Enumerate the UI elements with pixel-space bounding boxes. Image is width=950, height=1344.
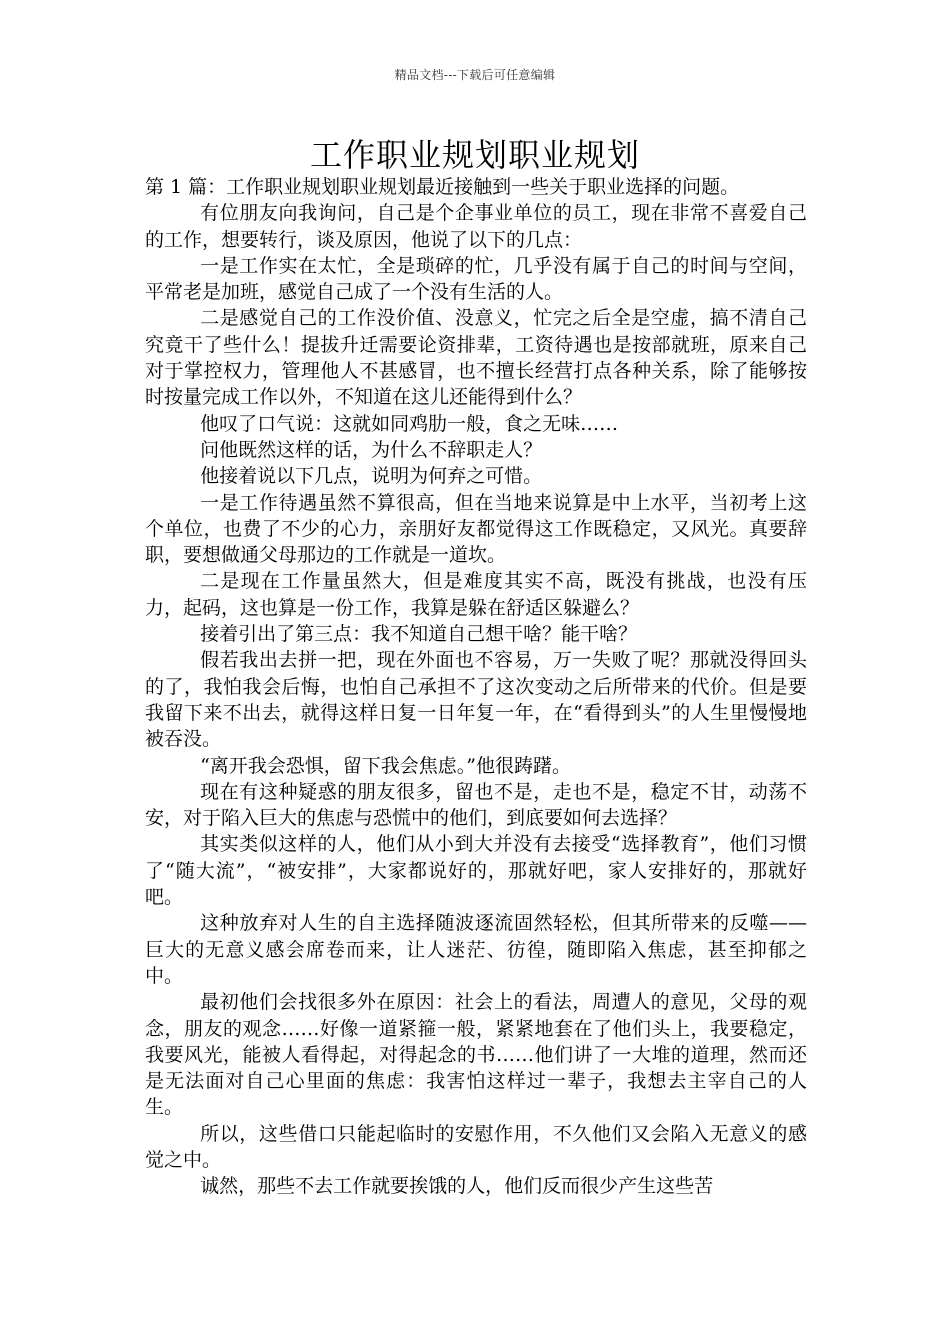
document-title: 工作职业规划职业规划 — [309, 136, 640, 174]
paragraph: 接着引出了第三点：我不知道自己想干啥？能干啥？ — [200, 623, 638, 646]
paragraph: 这种放弃对人生的自主选择随波逐流固然轻松，但其所带来的反噬——巨大的无意义感会席卷而来，让人迷茫、彷徨，随即陷入焦虑，甚至抑郁之中。 — [145, 912, 807, 987]
paragraph: 有位朋友向我询问，自己是个企事业单位的员工，现在非常不喜爱自己的工作，想要转行，谈及原因，他说了以下的几点： — [145, 202, 807, 251]
paragraph: “离开我会恐惧，留下我会焦虑。”他很踌躇。 — [200, 754, 572, 777]
page-header: 精品文档---下载后可任意编辑 — [394, 68, 556, 82]
paragraph: 其实类似这样的人，他们从小到大并没有去接受“选择教育”，他们习惯了“随大流”，“被安排”，大家都说好的，那就好吧，家人安排好的，那就好吧。 — [145, 833, 807, 909]
paragraph: 二是感觉自己的工作没价值、没意义，忙完之后全是空虚，搞不清自己究竟干了些什么！提拔升迁需要论资排辈，工资待遇也是按部就班，原来自己对于掌控权力，管理他人不甚感冒，也不擅长经营打点各种关系，除了能够按时按量完成工作以外，不知道在这儿还能得到什么？ — [145, 307, 807, 409]
paragraph: 所以，这些借口只能起临时的安慰作用，不久他们又会陷入无意义的感觉之中。 — [145, 1122, 807, 1171]
paragraph: 他叹了口气说：这就如同鸡肋一般，食之无味…… — [200, 412, 619, 435]
document-body — [145, 174, 807, 1200]
paragraph: 二是现在工作量虽然大，但是难度其实不高，既没有挑战，也没有压力，起码，这也算是一份工作，我算是躲在舒适区躲避么？ — [145, 570, 807, 619]
paragraph: 一是工作待遇虽然不算很高，但在当地来说算是中上水平，当初考上这个单位，也费了不少的心力，亲朋好友都觉得这工作既稳定，又风光。真要辞职，要想做通父母那边的工作就是一道坎。 — [145, 491, 807, 567]
paragraph: 第 1 篇：工作职业规划职业规划最近接触到一些关于职业选择的问题。 — [145, 176, 740, 198]
paragraph: 诚然，那些不去工作就要挨饿的人，他们反而很少产生这些苦 — [200, 1175, 714, 1198]
paragraph: 一是工作实在太忙，全是琐碎的忙，几乎没有属于自己的时间与空间，平常老是加班，感觉自己成了一个没有生活的人。 — [145, 254, 807, 304]
paragraph: 最初他们会找很多外在原因：社会上的看法，周遭人的意见，父母的观念，朋友的观念……好像一道紧箍一般，紧紧地套在了他们头上，我要稳定，我要风光，能被人看得起，对得起念的书……他们讲了一大堆的道理，然而还是无法面对自己心里面的焦虑：我害怕这样过一辈子，我想去主宰自己的人生。 — [145, 991, 807, 1119]
paragraph: 现在有这种疑惑的朋友很多，留也不是，走也不是，稳定不甘，动荡不安，对于陷入巨大的焦虑与恐慌中的他们，到底要如何去选择？ — [145, 780, 807, 830]
paragraph: 他接着说以下几点，说明为何弃之可惜。 — [200, 465, 543, 488]
paragraph: 假若我出去拼一把，现在外面也不容易，万一失败了呢？那就没得回头的了，我怕我会后悔，也怕自己承担不了这次变动之后所带来的代价。但是要我留下来不出去，就得这样日复一日年复一年，在“看得到头”的人生里慢慢地被吞没。 — [145, 649, 807, 751]
paragraph: 问他既然这样的话，为什么不辞职走人？ — [200, 438, 543, 461]
